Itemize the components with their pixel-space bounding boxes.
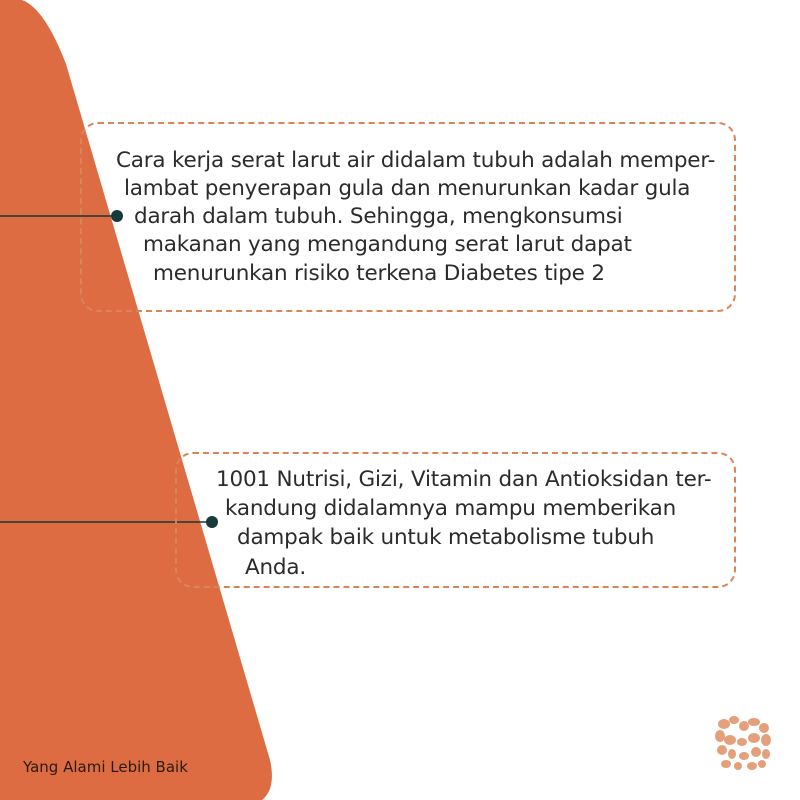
callout-2-line-1: 1001 Nutrisi, Gizi, Vitamin dan Antioksidan ter- <box>216 467 712 492</box>
callout-2-line-3: dampak baik untuk metabolisme tubuh <box>237 525 655 550</box>
callout-1-line-4: makanan yang mengandung serat larut dapat <box>143 232 632 257</box>
callout-1-line-3: darah dalam tubuh. Sehingga, mengkonsumsi <box>134 204 623 229</box>
callout-2-line-2: kandung didalamnya mampu memberikan <box>225 496 676 521</box>
seed-cluster-logo-icon <box>715 716 771 770</box>
callout-2-line-4: Anda. <box>245 555 306 580</box>
callout-1-line-5: menurunkan risiko terkena Diabetes tipe 2 <box>153 261 605 286</box>
orange-curved-shape <box>0 0 272 800</box>
callout-1-line-2: lambat penyerapan gula dan menurunkan kadar gula <box>124 176 691 201</box>
callout-1-line-1: Cara kerja serat larut air didalam tubuh adalah memper- <box>116 148 716 173</box>
footer-tagline: Yang Alami Lebih Baik <box>23 758 188 776</box>
